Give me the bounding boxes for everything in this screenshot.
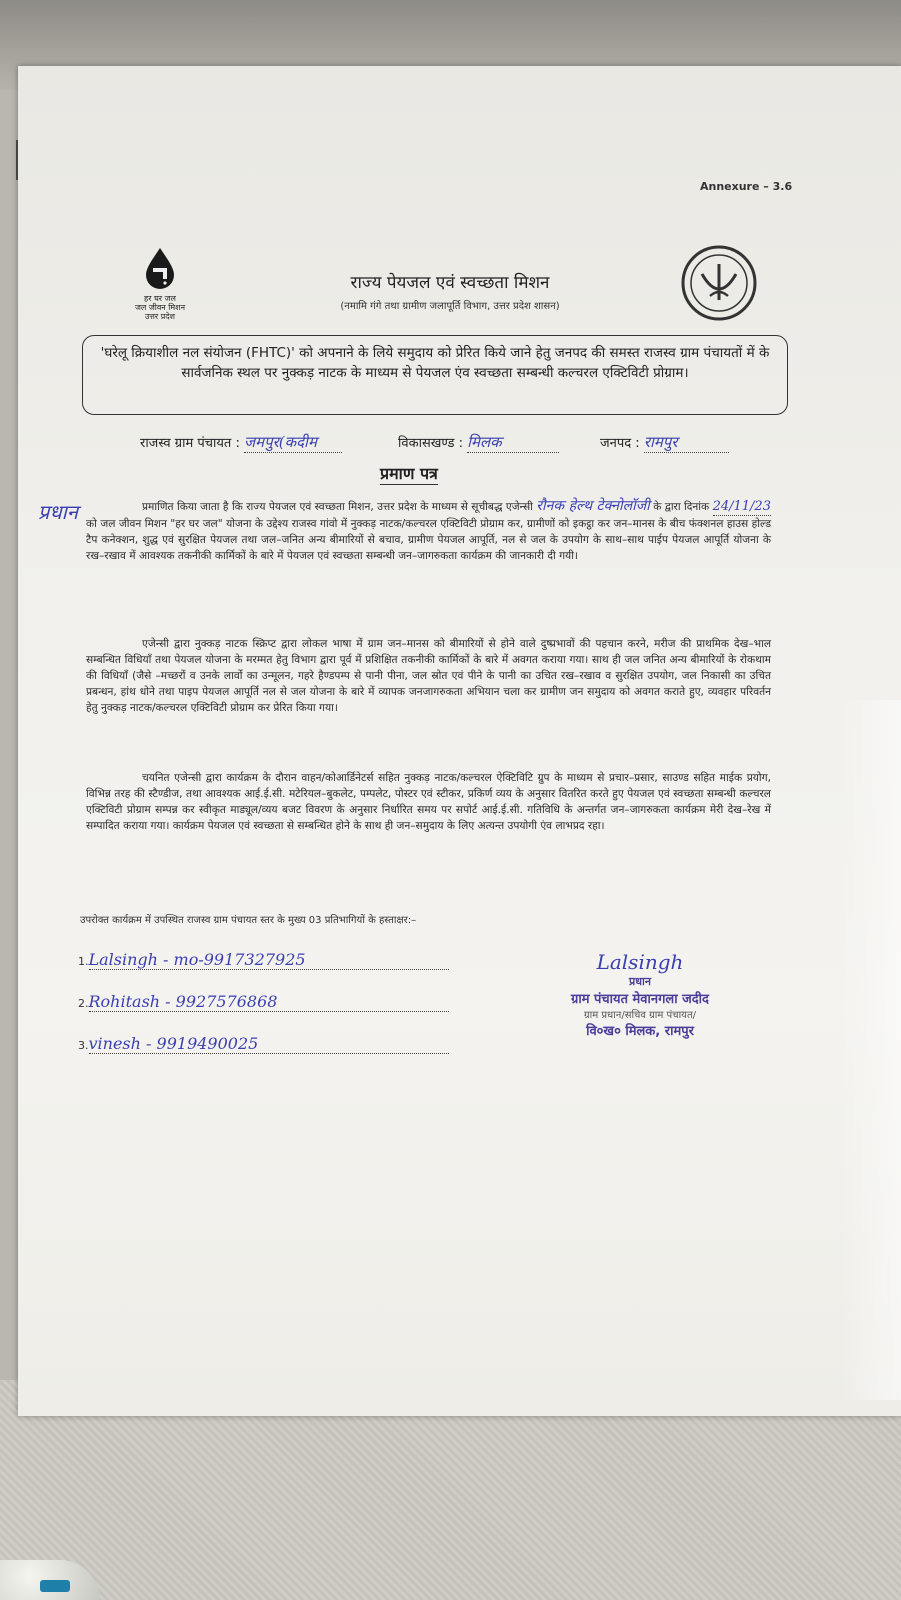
- signature-text: Lalsingh - mo-9917327925: [89, 950, 449, 970]
- paragraph-2: एजेन्सी द्वारा नुक्कड़ नाटक स्क्रिप्ट द्वारा लोकल भाषा में ग्राम जन–मानस को बीमारियों से होने वाले दुष्प्रभावों की पहचान करने, मरीज की प्राथमिक देख–भाल सम्बन्धित विधियाँ तथा पेयजल योजना के मरम्मत हेतु विभाग द्वारा पूर्व में प्रशिक्षित तकनीकी कार्मिकों के बारे में अवगत कराया गया। साथ ही जल जनित अन्य बीमारियों के रोकथाम की विधियाँ (जैसे –मच्छरों व उनके लार्वो का उन्मूलन, गहरे हैण्डपम्प से पानी पीना, जल स्रोत एवं पीने के पानी का उचित रख–रखाव व सुरक्षित उपयोग, जल निकासी का उचित प्रबन्धन, हांथ धोने तथा पाइप पेयजल आपूर्ति नल से जल योजना के बारे में व्यापक जनजागरुकता अभियान चला कर ग्रामीण जन समुदाय को अवगत कराते हुए, व्यवहार परिवर्तन हेतु नुक्कड़ नाटक/कल्चरल एक्टिविटी प्रोग्राम कर प्रेरित किया गया।: [86, 638, 771, 714]
- stamp-line-3: वि०ख० मिलक, रामपुर: [586, 1024, 694, 1039]
- para1-body: को जल जीवन मिशन "हर घर जल" योजना के उद्देश्य राजस्व गांवो में नुक्कड़ नाटक/कल्चरल एक्टिविटी प्रोग्राम कर, ग्रामीणों को इकट्ठा कर जन–मानस के बीच फंक्शनल हाउस होल्ड टैप कनेक्शन, शुद्ध एवं सुरक्षित पेयजल तथा जल–जनित अन्य बीमारियों से बचाव, ग्रामीण पेयजल आपूर्ति, नल से जल के उपयोग के साथ–साथ पाईप पेयजल आपूर्ति योजना के रख–रखाव में आवश्यक तकनीकी कार्मिकों के बारे में पेयजल एवं स्वच्छता सम्बन्धी जन–जागरुकता कार्यक्रम की जानकारी दी गयी।: [86, 518, 771, 562]
- signatures-intro: उपरोक्त कार्यक्रम में उपस्थित राजस्व ग्राम पंचायत स्तर के मुख्य 03 प्रतिभागियों के हस्ताक्षर:–: [80, 915, 417, 926]
- agency-name: रौनक हेल्थ टेक्नोलॉजी: [536, 498, 650, 514]
- pen-mark: [16, 140, 18, 180]
- pen-cap-tip: [40, 1580, 70, 1592]
- pradhan-stamp: [530, 950, 750, 1039]
- gram-panchayat-field: [140, 432, 342, 453]
- program-description-box: 'घरेलू क्रियाशील नल संयोजन (FHTC)' को अपनाने के लिये समुदाय को प्रेरित किये जाने हेतु जनपद की समस्त राजस्व ग्राम पंचायतों में के सार्वजनिक स्थल पर नुक्कड़ नाटक के माध्यम से पेयजल एंव स्वच्छता सम्बन्धी कल्चरल एक्टिविटी प्रोग्राम।: [82, 335, 788, 415]
- page-title: राज्य पेयजल एवं स्वच्छता मिशन: [350, 273, 550, 293]
- annexure-label: Annexure – 3.6: [700, 180, 793, 193]
- logo-text-3: उत्तर प्रदेश: [145, 312, 175, 321]
- signature-line-1: [78, 950, 449, 970]
- stamp-line-1: ग्राम पंचायत मेवानगला जदीद: [571, 992, 709, 1007]
- janpad-value: रामपुर: [644, 432, 729, 453]
- paragraph-1: [86, 498, 771, 564]
- signature-number: 2.: [78, 997, 89, 1010]
- janpad-field: [600, 432, 729, 453]
- page-subtitle: (नमामि गंगे तथा ग्रामीण जलापूर्ति विभाग, उत्तर प्रदेश शासन): [340, 301, 560, 312]
- gram-panchayat-value: जमपुर(कदीम: [244, 432, 342, 453]
- stamp-signature: Lalsingh: [596, 950, 684, 974]
- paragraph-3: चयनित एजेन्सी द्वारा कार्यक्रम के दौरान वाहन/कोआर्डिनेटर्स सहित नुक्कड़ नाटक/कल्चरल ऐक्टिविटि ग्रुप के माध्यम से प्रचार–प्रसार, साउण्ड सहित माईक प्रयोग, विभिन्न तरह की स्टैण्डीज, तथा आवश्यक आई.ई.सी. मटेरियल–बुकलेट, पम्पलेट, पोस्टर एवं स्टीकर, प्रकिर्ण व्यय के अनुसार वितरित करते हुए पेयजल एवं स्वच्छता सम्बन्धी कल्चरल एक्टिविटी प्रोग्राम सम्पन्न कर स्वीकृत माड्यूल/व्यय बजट विवरण के अनुसार निर्धारित समय पर सपोर्ट आई.ई.सी. गतिविधि के अन्तर्गत जन–जागरुकता कार्यक्रम मेरी देख–रेख में सम्पादित कराया गया। कार्यक्रम पेयजल एवं स्वच्छता से सम्बन्धित होने के साथ ही जन–समुदाय के लिए अत्यन्त उपयोगी एंव लाभप्रद रहा।: [86, 772, 771, 832]
- signature-text: vinesh - 9919490025: [89, 1034, 449, 1054]
- logo-text-1: हर घर जल: [144, 294, 176, 303]
- para1-intro: प्रमाणित किया जाता है कि राज्य पेयजल एवं स्वच्छता मिशन, उत्तर प्रदेश के माध्यम से सूचीबद्ध एजेन्सी: [142, 501, 533, 513]
- signature-number: 3.: [78, 1039, 89, 1052]
- program-date: 24/11/23: [712, 499, 771, 514]
- signature-line-2: [78, 992, 449, 1012]
- water-drop-tap-icon: [138, 246, 182, 290]
- stamp-line-2: ग्राम प्रधान/सचिव ग्राम पंचायत/: [583, 1010, 697, 1021]
- light-glare: [840, 700, 901, 1400]
- logo-text-2: जल जीवन मिशन: [134, 303, 186, 312]
- gram-panchayat-label: राजस्व ग्राम पंचायत :: [140, 436, 240, 451]
- certificate-heading: प्रमाण पत्र: [380, 464, 438, 483]
- signature-line-3: [78, 1034, 449, 1054]
- vikaskhand-value: मिलक: [467, 432, 559, 453]
- para1-date-label: के द्वारा दिनांक: [653, 501, 710, 513]
- janpad-label: जनपद :: [600, 436, 640, 451]
- vikaskhand-label: विकासखण्ड :: [398, 436, 464, 451]
- stamp-pradhan: प्रधान: [629, 975, 651, 988]
- vikaskhand-field: [398, 432, 559, 453]
- signature-number: 1.: [78, 955, 89, 968]
- signature-text: Rohitash - 9927576868: [89, 992, 449, 1012]
- margin-handwritten-note: प्रधान: [38, 500, 78, 524]
